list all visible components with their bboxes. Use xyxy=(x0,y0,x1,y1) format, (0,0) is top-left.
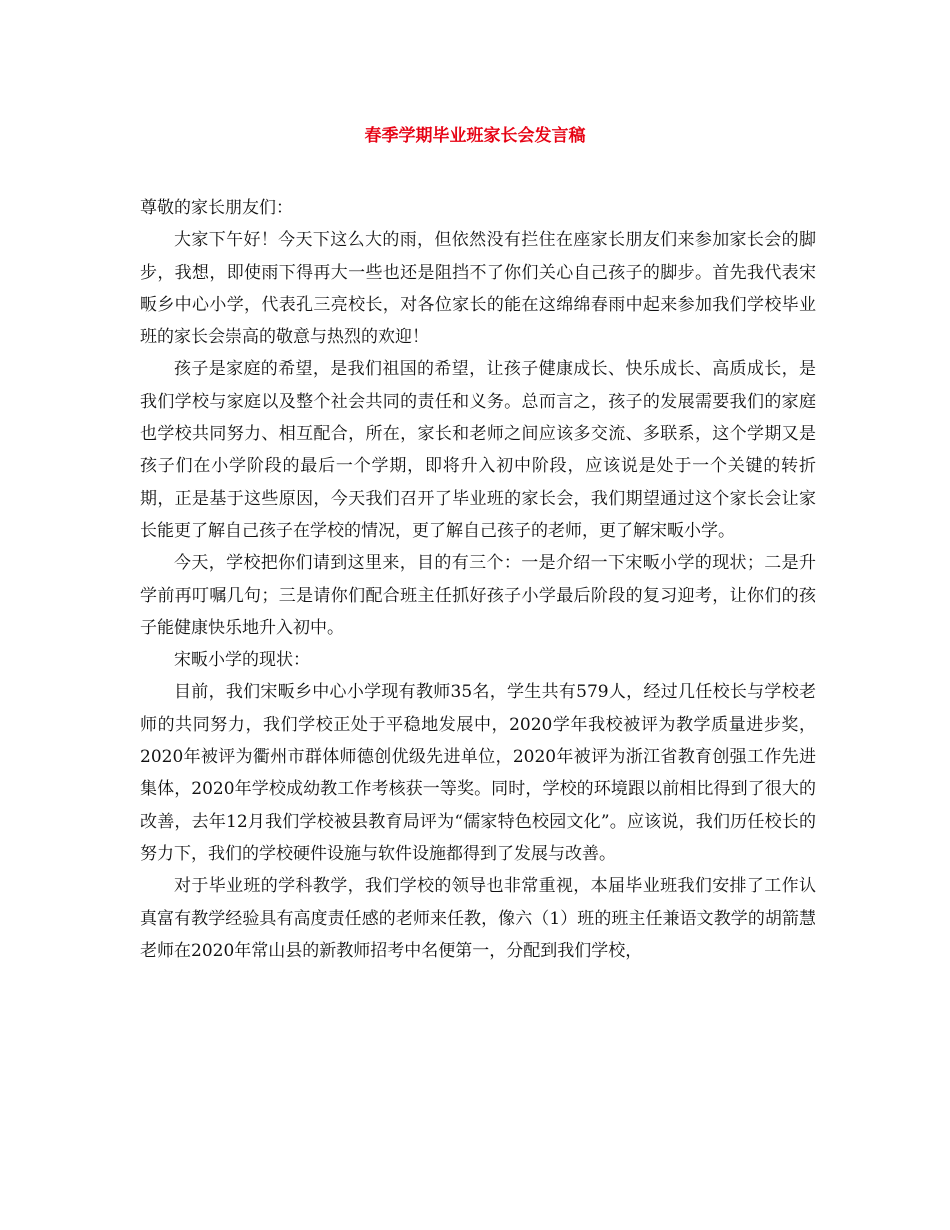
body-paragraph: 目前，我们宋畈乡中心小学现有教师35名，学生共有579人，经过几任校长与学校老师的共同努力，我们学校正处于平稳地发展中，2020学年我校被评为教学质量进步奖，2020年被评为衢州市群体师德创优级先进单位，2020年被评为浙江省教育创强工作先进集体，2020年学校成幼教工作考核获一等奖。同时，学校的环境跟以前相比得到了很大的改善，去年12月我们学校被县教育局评为“儒家特色校园文化”。应该说，我们历任校长的努力下，我们的学校硬件设施与软件设施都得到了发展与改善。 xyxy=(140,682,816,864)
section-heading-paragraph: 宋畈小学的现状： xyxy=(174,650,310,671)
document-title: 春季学期毕业班家长会发言稿 xyxy=(364,126,586,146)
document-body xyxy=(140,192,816,967)
body-paragraph: 孩子是家庭的希望，是我们祖国的希望，让孩子健康成长、快乐成长、高质成长，是我们学校与家庭以及整个社会共同的责任和义务。总而言之，孩子的发展需要我们的家庭也学校共同努力、相互配合，所在，家长和老师之间应该多交流、多联系，这个学期又是孩子们在小学阶段的最后一个学期，即将升入初中阶段，应该说是处于一个关键的转折期，正是基于这些原因，今天我们召开了毕业班的家长会，我们期望通过这个家长会让家长能更了解自己孩子在学校的情况，更了解自己孩子的老师，更了解宋畈小学。 xyxy=(140,359,816,541)
body-paragraph: 对于毕业班的学科教学，我们学校的领导也非常重视，本届毕业班我们安排了工作认真富有教学经验具有高度责任感的老师来任教，像六（1）班的班主任兼语文教学的胡箭慧老师在2020年常山县的新教师招考中名便第一，分配到我们学校， xyxy=(140,876,816,961)
salutation-paragraph: 尊敬的家长朋友们： xyxy=(140,198,293,218)
body-paragraph: 今天，学校把你们请到这里来，目的有三个：一是介绍一下宋畈小学的现状；二是升学前再叮嘱几句；三是请你们配合班主任抓好孩子小学最后阶段的复习迎考，让你们的孩子能健康快乐地升入初中。 xyxy=(140,553,816,638)
body-paragraph: 大家下午好！今天下这么大的雨，但依然没有拦住在座家长朋友们来参加家长会的脚步，我想，即使雨下得再大一些也还是阻挡不了你们关心自己孩子的脚步。首先我代表宋畈乡中心小学，代表孔三亮校长，对各位家长的能在这绵绵春雨中起来参加我们学校毕业班的家长会崇高的敬意与热烈的欢迎！ xyxy=(140,230,816,348)
